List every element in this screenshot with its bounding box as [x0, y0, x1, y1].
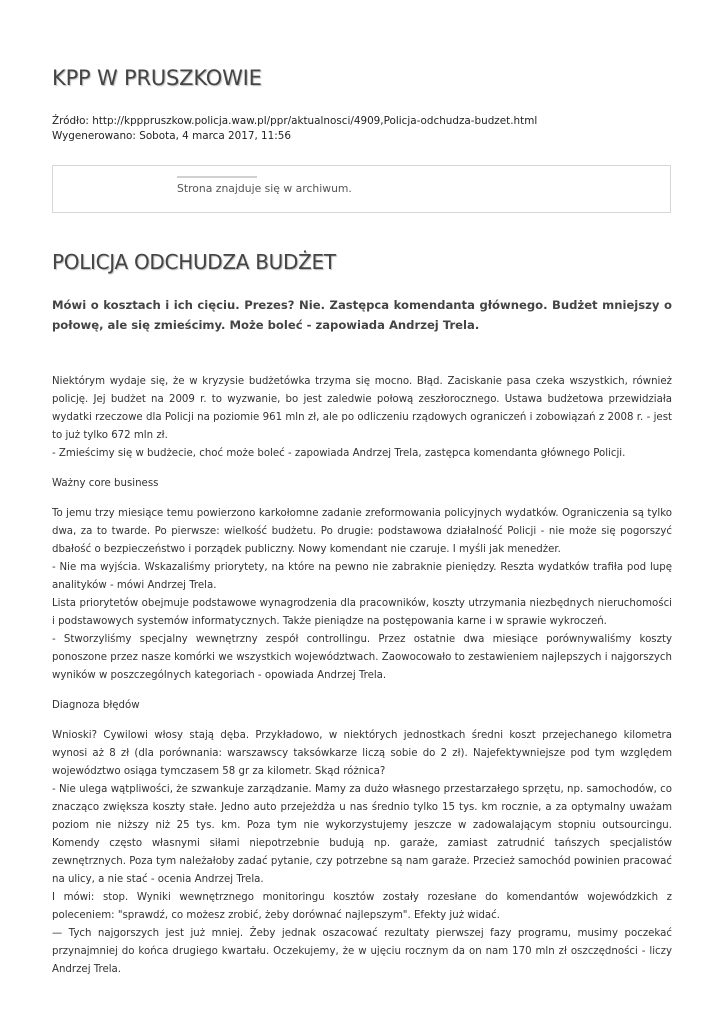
text-line: Wnioski? Cywilowi włosy stają dęba. Przykładowo, w niektórych jednostkach średni koszt przejechanego kilometra wynosi aż 8 zł (dla porównania: warszawscy taksówkarze liczą sobie do 2 zł). Najefektywniejsze pod tym względem województwo osiąga tymczasem 58 gr za kilometr. Skąd różnica? — [52, 730, 672, 777]
text-line: - Nie ma wyjścia. Wskazaliśmy priorytety, na które na pewno nie zabraknie pieniędzy. Reszta wydatków trafiła pod lupę analityków - mówi Andrzej Trela. — [52, 562, 672, 591]
article-title: POLICJA ODCHUDZA BUDŻET — [52, 250, 336, 274]
archive-notice-box — [52, 165, 671, 213]
article-body — [52, 373, 672, 991]
text-line: Lista priorytetów obejmuje podstawowe wynagrodzenia dla pracowników, koszty utrzymania niezbędnych nieruchomości i podstawowych systemów informatycznych. Także pieniądze na postępowania karne i w sprawie wykroczeń. — [52, 598, 672, 627]
paragraph — [52, 505, 672, 685]
source-url: Źródło: http://kpppruszkow.policja.waw.pl/ppr/aktualnosci/4909,Policja-odchudza-budzet.html — [52, 115, 538, 127]
text-line: - Nie ulega wątpliwości, że szwankuje zarządzanie. Mamy za dużo własnego przestarzałego sprzętu, np. samochodów, co znacząco zwiększa koszty stałe. Jedno auto przejeżdża u nas średnio tylko 15 tys. km rocznie, a za optymalny uważam poziom nie niższy niż 25 tys. km. Poza tym nie wykorzystujemy jeszcze w zadowalającym stopniu outsourcingu. Komendy często własnymi siłami niepotrzebnie budują np. garaże, zamiast zatrudnić tańszych specjalistów zewnętrznych. Poza tym należałoby zadać pytanie, czy potrzebne są nam garaże. Przecież samochód powinien pracować na ulicy, a nie stać - ocenia Andrzej Trela. — [52, 784, 672, 885]
text-line: — Tych najgorszych jest już mniej. Żeby jednak oszacować rezultaty pierwszej fazy programu, musimy poczekać przynajmniej do końca drugiego kwartału. Oczekujemy, że w ujęciu rocznym da on nam 170 mln zł oszczędności - liczy Andrzej Trela. — [52, 928, 672, 975]
site-title: KPP W PRUSZKOWIE — [52, 66, 262, 90]
text-line: Niektórym wydaje się, że w kryzysie budżetówka trzyma się mocno. Błąd. Zaciskanie pasa czeka wszystkich, również policję. Jej budżet na 2009 r. to wyzwanie, bo jest zaledwie połową zeszłorocznego. Ustawa budżetowa przewidziała wydatki rzeczowe dla Policji na poziomie 961 mln zł, ale po odliczeniu rządowych ograniczeń i zobowiązań z 2008 r. - jest to już tylko 672 mln zł. — [52, 376, 672, 441]
text-line: To jemu trzy miesiące temu powierzono karkołomne zadanie zreformowania policyjnych wydatków. Ograniczenia są tylko dwa, za to twarde. Po pierwsze: wielkość budżetu. Po drugie: podstawowa działalność Policji - nie może się pogorszyć dbałość o bezpieczeństwo i porządek publiczny. Nowy komendant nie czaruje. I myśli jak menedżer. — [52, 508, 672, 555]
archive-notice: Strona znajduje się w archiwum. — [177, 182, 352, 195]
section-heading: Diagnoza błędów — [52, 700, 140, 711]
text-line: - Zmieścimy się w budżecie, choć może boleć - zapowiada Andrzej Trela, zastępca komendanta głównego Policji. — [52, 448, 626, 459]
text-line: - Stworzyliśmy specjalny wewnętrzny zespół controllingu. Przez ostatnie dwa miesiące porównywaliśmy koszty ponoszone przez nasze komórki we wszystkich województwach. Zaowocowało to zestawieniem najlepszych i najgorszych wyników w poszczególnych kategoriach - opowiada Andrzej Trela. — [52, 634, 672, 681]
text-line: I mówi: stop. Wyniki wewnętrznego monitoringu kosztów zostały rozesłane do komendantów wojewódzkich z poleceniem: "sprawdź, co możesz zrobić, żeby dorównać najlepszym". Efekty już widać. — [52, 892, 672, 921]
archive-bar — [177, 176, 257, 178]
article-lead: Mówi o kosztach i ich cięciu. Prezes? Nie. Zastępca komendanta głównego. Budżet mniejszy o połowę, ale się zmieścimy. Może boleć - zapowiada Andrzej Trela. — [52, 298, 672, 332]
generated-date: Wygenerowano: Sobota, 4 marca 2017, 11:56 — [52, 130, 291, 142]
paragraph — [52, 727, 672, 979]
paragraph — [52, 373, 672, 463]
section-heading: Ważny core business — [52, 478, 159, 489]
document-meta — [52, 114, 537, 144]
